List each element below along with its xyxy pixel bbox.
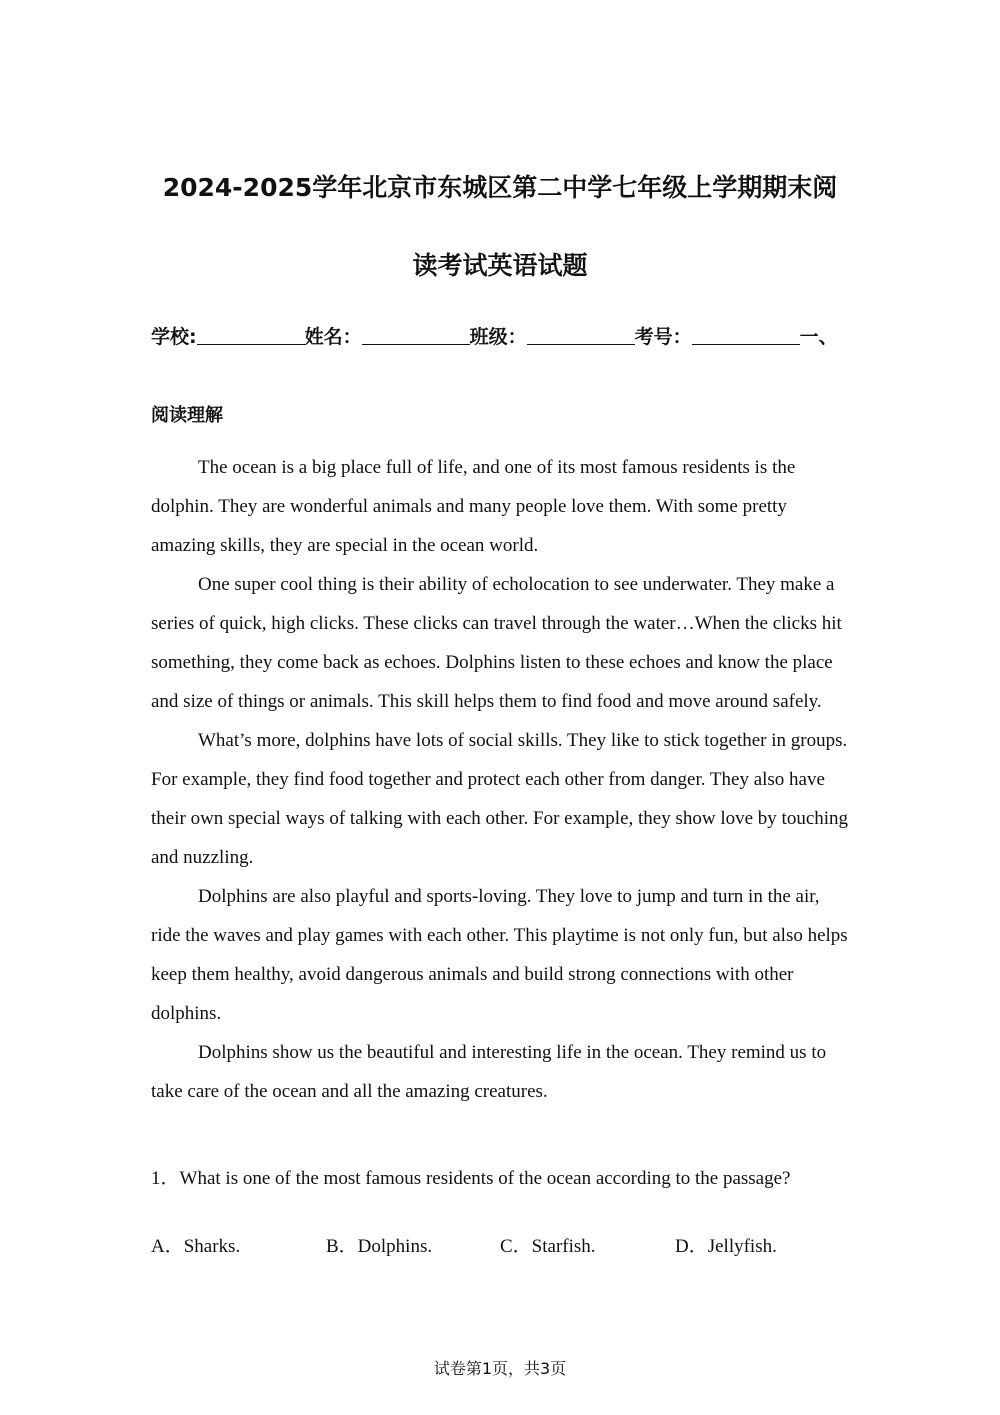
school-blank (197, 326, 305, 345)
option-b: B．Dolphins. (326, 1236, 433, 1257)
passage-paragraph: What’s more, dolphins have lots of social skills. They like to stick together in groups. For example, they find food together and protect each other from danger. They also have their own special ways of talking with each other. For example, they show love by touching and nuzzling. (151, 730, 849, 868)
passage-paragraph: Dolphins are also playful and sports-loving. They love to jump and turn in the air, ride the waves and play games with each other. This playtime is not only fun, but also helps keep them healthy, avoid dangerous animals and build strong connections with other dolphins. (151, 886, 848, 1024)
passage-paragraph: Dolphins show us the beautiful and interesting life in the ocean. They remind us to take care of the ocean and all the amazing creatures. (151, 1042, 827, 1102)
page-title-line1: 2024-2025学年北京市东城区第二中学七年级上学期期末阅 (162, 173, 838, 202)
section-number: 一、 (799, 326, 838, 348)
number-blank (692, 326, 800, 345)
name-blank (362, 326, 470, 345)
passage-paragraph: The ocean is a big place full of life, and one of its most famous residents is the dolphin. They are wonderful animals and many people love them. With some pretty amazing skills, they are special in the ocean world. (151, 457, 796, 556)
option-a: A．Sharks. (151, 1236, 241, 1257)
class-label: 班级： (469, 326, 527, 348)
class-blank (527, 326, 635, 345)
question-1-options (151, 1231, 871, 1263)
section-heading: 阅读理解 (151, 405, 223, 426)
reading-passage (151, 448, 851, 1111)
question-number: 1． (151, 1168, 180, 1189)
option-c: C．Starfish. (500, 1236, 596, 1257)
name-label: 姓名： (304, 326, 362, 348)
page-footer: 试卷第1页，共3页 (433, 1359, 567, 1378)
question-text: What is one of the most famous residents of the ocean according to the passage? (179, 1168, 791, 1189)
number-label: 考号： (634, 326, 692, 348)
page-title-line2: 读考试英语试题 (412, 251, 588, 280)
option-d: D．Jellyfish. (675, 1236, 777, 1257)
passage-paragraph: One super cool thing is their ability of echolocation to see underwater. They make a series of quick, high clicks. These clicks can travel through the water…When the clicks hit something, they come back as echoes. Dolphins listen to these echoes and know the place and size of things or animals. This skill helps them to find food and move around safely. (151, 574, 842, 712)
student-info-line (151, 322, 871, 349)
question-1 (151, 1163, 871, 1195)
school-label: 学校: (151, 326, 197, 348)
